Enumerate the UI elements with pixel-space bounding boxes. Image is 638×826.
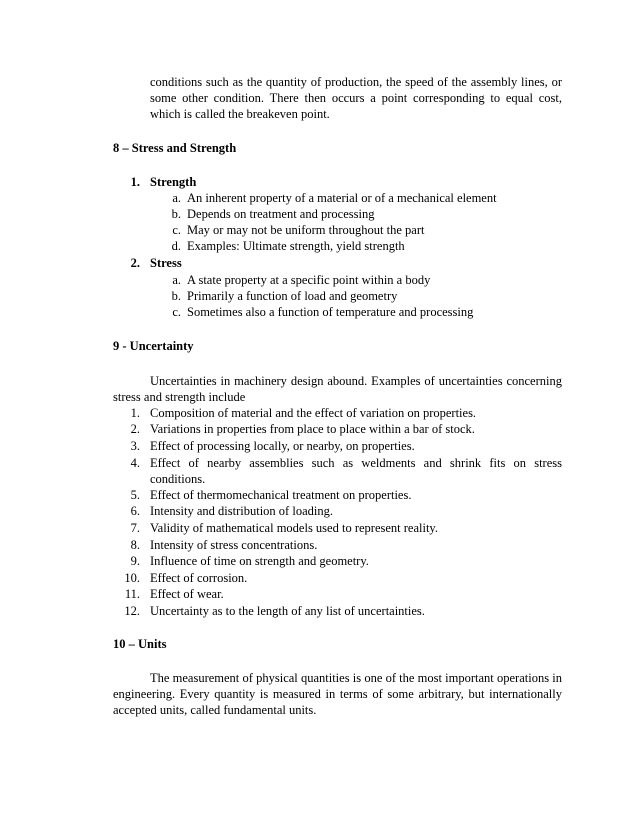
strength-sub-d-text: Examples: Ultimate strength, yield strength [187, 239, 405, 253]
units-line-1: The measurement of physical quantities is one of the most important operations in [150, 671, 562, 685]
uncertainty-item-8-num: 8. [130, 538, 140, 552]
section-9-heading: 9 - Uncertainty [113, 339, 194, 353]
uncertainty-item-9-num: 9. [130, 554, 140, 568]
strength-sub-a-text: An inherent property of a material or of a mechanical element [187, 191, 497, 205]
strength-title: Strength [150, 175, 197, 189]
stress-title: Stress [150, 256, 182, 270]
strength-number: 1. [130, 175, 140, 189]
uncertainty-item-11-text: Effect of wear. [150, 587, 224, 601]
uncertainty-item-4-num: 4. [130, 456, 140, 470]
uncertainty-item-12-num: 12. [124, 604, 140, 618]
stress-sub-a-letter: a. [172, 273, 181, 287]
uncertainty-item-4-text: Effect of nearby assemblies such as weldments and shrink fits on stress [150, 456, 562, 470]
uncertainty-item-6-text: Intensity and distribution of loading. [150, 504, 333, 518]
stress-sub-c-letter: c. [172, 305, 181, 319]
units-line-2: engineering. Every quantity is measured in terms of some arbitrary, but internationally [113, 687, 562, 701]
uncertainty-item-1-num: 1. [130, 406, 140, 420]
strength-sub-c-letter: c. [172, 223, 181, 237]
uncertainty-item-9-text: Influence of time on strength and geometry. [150, 554, 369, 568]
stress-sub-c-text: Sometimes also a function of temperature and processing [187, 305, 474, 319]
strength-sub-c-text: May or may not be uniform throughout the part [187, 223, 425, 237]
uncertainty-item-11-num: 11. [124, 587, 140, 601]
strength-sub-b-text: Depends on treatment and processing [187, 207, 375, 221]
uncertainty-item-7-num: 7. [130, 521, 140, 535]
uncertainty-item-2-num: 2. [130, 422, 140, 436]
uncertainty-item-5-text: Effect of thermomechanical treatment on properties. [150, 488, 412, 502]
stress-sub-b-text: Primarily a function of load and geometry [187, 289, 398, 303]
uncertainty-item-10-text: Effect of corrosion. [150, 571, 248, 585]
strength-sub-d-letter: d. [171, 239, 181, 253]
strength-sub-a-letter: a. [172, 191, 181, 205]
uncertainty-item-12-text: Uncertainty as to the length of any list of uncertainties. [150, 604, 425, 618]
uncertainty-item-3-text: Effect of processing locally, or nearby, on properties. [150, 439, 415, 453]
uncertainty-item-2-text: Variations in properties from place to place within a bar of stock. [150, 422, 475, 436]
units-line-3: accepted units, called fundamental units. [113, 703, 317, 717]
uncertainty-item-10-num: 10. [124, 571, 140, 585]
uncertainty-item-5-num: 5. [130, 488, 140, 502]
stress-sub-a-text: A state property at a specific point within a body [187, 273, 431, 287]
stress-sub-b-letter: b. [171, 289, 181, 303]
stress-number: 2. [130, 256, 140, 270]
uncertainty-item-3-num: 3. [130, 439, 140, 453]
intro-line-1: conditions such as the quantity of production, the speed of the assembly lines, or [150, 75, 562, 89]
section-8-heading: 8 – Stress and Strength [113, 141, 237, 155]
uncertainty-item-8-text: Intensity of stress concentrations. [150, 538, 318, 552]
intro-line-3: which is called the breakeven point. [150, 107, 330, 121]
intro-line-2: some other condition. There then occurs a point corresponding to equal cost, [150, 91, 562, 105]
uncertainty-item-6-num: 6. [130, 504, 140, 518]
uncertainty-item-4-continuation: conditions. [150, 472, 206, 486]
uncertainty-intro-line-1: Uncertainties in machinery design abound. Examples of uncertainties concerning [150, 374, 562, 388]
section-10-heading: 10 – Units [113, 637, 167, 651]
strength-sub-b-letter: b. [171, 207, 181, 221]
uncertainty-intro-line-2: stress and strength include [113, 390, 246, 404]
uncertainty-item-1-text: Composition of material and the effect of variation on properties. [150, 406, 477, 420]
uncertainty-item-7-text: Validity of mathematical models used to represent reality. [150, 521, 438, 535]
